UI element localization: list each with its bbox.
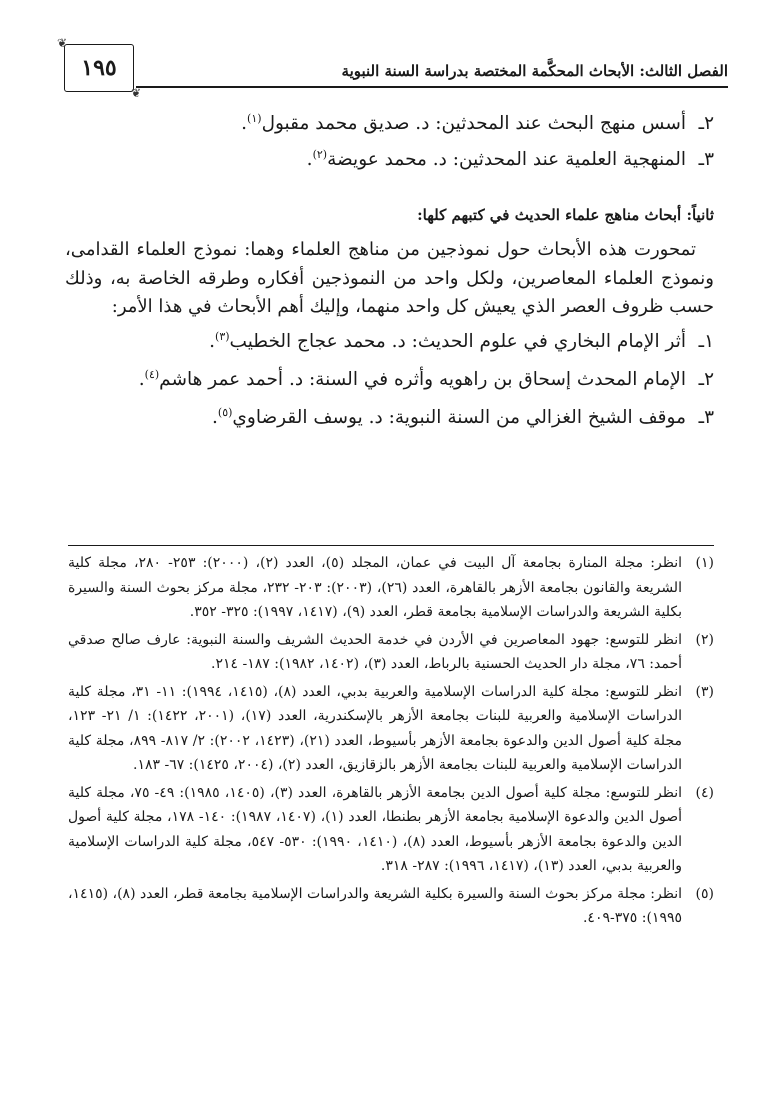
footnote — [68, 882, 714, 931]
body-paragraph: تمحورت هذه الأبحاث حول نموذجين من مناهج العلماء وهما: نموذج العلماء القدامى، ونموذج العلماء المعاصرين، ولكل واحد من النموذجين أفكاره وطرقه الخاصة به، وذلك حسب ظروف العصر الذي يعيش كل واحد منهما، وإليك أهم الأبحاث في هذا الأمر: — [65, 239, 714, 317]
list-item-number: ٣ـ — [698, 406, 714, 428]
footnote-ref: (٤) — [144, 367, 160, 381]
footnote — [68, 551, 714, 625]
footnote-ref: (٢) — [312, 147, 328, 161]
footnote-text: انظر: مجلة المنارة بجامعة آل البيت في عمان، المجلد (٥)، العدد (٢)، (٢٠٠٠): ٢٥٣- ٢٨٠، مجلة كلية الشريعة والقانون بجامعة الأزهر بالقاهرة، العدد (٢٦)، (٢٠٠٣): ٢٠٣- ٢٣٢، مجلة مركز بحوث السنة والسيرة بكلية الشريعة والدراسات الإسلامية بجامعة قطر، العدد (٩)، (١٤١٧، ١٩٩٧): ٣٢٥- ٣٥٢. — [68, 555, 682, 620]
footnote-text: انظر: مجلة مركز بحوث السنة والسيرة بكلية الشريعة والدراسات الإسلامية بجامعة قطر، العدد (٨)، (١٤١٥، ١٩٩٥): ٣٧٥-٤٠٩. — [68, 885, 682, 926]
research-list — [65, 330, 714, 444]
footnote-number: (٤) — [695, 784, 714, 801]
main-text — [65, 112, 714, 444]
list-item — [65, 330, 714, 368]
list-item — [65, 368, 714, 406]
footnote-text: انظر للتوسع: مجلة كلية الدراسات الإسلامية والعربية بدبي، العدد (٨)، (١٤١٥، ١٩٩٤): ١١- ٣١، مجلة كلية الدراسات الإسلامية والعربية للبنات بجامعة الأزهر بالإسكندرية، العدد (١٧)، (٢٠٠١، ١٤٢٢): ١/ ٢١- ١٢٣، مجلة كلية أصول الدين والدعوة بجامعة الأزهر بأسيوط، العدد (٢١)، (١٤٢٣، ٢٠٠٢): ٢/ ٨١٧- ٨٩٩، مجلة كلية الدراسات الإسلامية والعربية للبنات بجامعة الأزهر بالزقازيق، العدد (٢)، (٢٠٠٤، ١٤٢٥): ٦٧- ١٨٣. — [68, 683, 683, 773]
list-item-number: ٣ـ — [698, 149, 714, 170]
footnote — [68, 628, 714, 677]
page-header — [57, 36, 728, 100]
header-divider — [136, 86, 728, 88]
footnote — [68, 781, 714, 879]
footnotes — [68, 545, 714, 931]
footnote — [68, 680, 714, 778]
list-item-text: الإمام المحدث إسحاق بن راهويه وأثره في السنة: د. أحمد عمر هاشم$^{(٤)}$. — [138, 367, 686, 390]
page-number-box — [57, 36, 141, 100]
list-item — [65, 406, 714, 444]
list-item-text: أثر الإمام البخاري في علوم الحديث: د. محمد عجاج الخطيب$^{(٣)}$. — [209, 329, 686, 352]
footnote-number: (٢) — [695, 631, 714, 648]
footnote-ref: (٣) — [215, 329, 230, 343]
footnote-number: (٣) — [695, 683, 714, 700]
list-item-text: موقف الشيخ الغزالي من السنة النبوية: د. يوسف القرضاوي$^{(٥)}$. — [212, 405, 686, 428]
footnote-number: (١) — [695, 555, 714, 571]
list-item — [65, 148, 714, 184]
section-heading: ثانياً: أبحاث مناهج علماء الحديث في كتبهم كلها: — [417, 206, 714, 224]
page-number: ١٩٥ — [81, 55, 117, 81]
list-item-text: أسس منهج البحث عند المحدثين: د. صديق محمد مقبول$^{(١)}$. — [241, 111, 686, 134]
footnote-ref: (٥) — [217, 405, 233, 419]
footnote-ref: (١) — [247, 111, 262, 125]
list-item — [65, 112, 714, 148]
corner-ornament-icon: ❦ — [57, 36, 68, 50]
footnote-text: انظر للتوسع: مجلة كلية أصول الدين بجامعة الأزهر بالقاهرة، العدد (٣)، (١٤٠٥، ١٩٨٥): ٤٩- ٧٥، مجلة كلية أصول الدين والدعوة الإسلامية بجامعة الأزهر بطنطا، العدد (١)، (١٤٠٧، ١٩٨٧): ١٤٠- ١٧٨، مجلة كلية أصول الدين والدعوة بجامعة الأزهر بأسيوط، العدد (٨)، (١٤١٠، ١٩٩٠): ٥٣٠- ٥٤٧، مجلة كلية الدراسات الإسلامية والعربية بدبي، العدد (١٣)، (١٤١٧، ١٩٩٦): ٢٨٧- ٣١٨. — [68, 784, 683, 874]
list-item-number: ١ـ — [698, 330, 714, 352]
list-item-number: ٢ـ — [698, 368, 714, 390]
list-item-number: ٢ـ — [698, 113, 714, 134]
footnote-number: (٥) — [695, 885, 714, 902]
footnote-text: انظر للتوسع: جهود المعاصرين في الأردن في خدمة الحديث الشريف والسنة النبوية: عارف صالح صدقي أحمد: ٧٦، مجلة دار الحديث الحسنية بالرباط، العدد (٣)، (١٤٠٢، ١٩٨٢): ١٨٧- ٢١٤. — [68, 631, 682, 672]
corner-ornament-icon: ❦ — [130, 86, 141, 100]
list-item-text: المنهجية العلمية عند المحدثين: د. محمد عويضة$^{(٢)}$. — [306, 147, 686, 170]
chapter-title: الفصل الثالث: الأبحاث المحكَّمة المختصة بدراسة السنة النبوية — [341, 62, 728, 80]
